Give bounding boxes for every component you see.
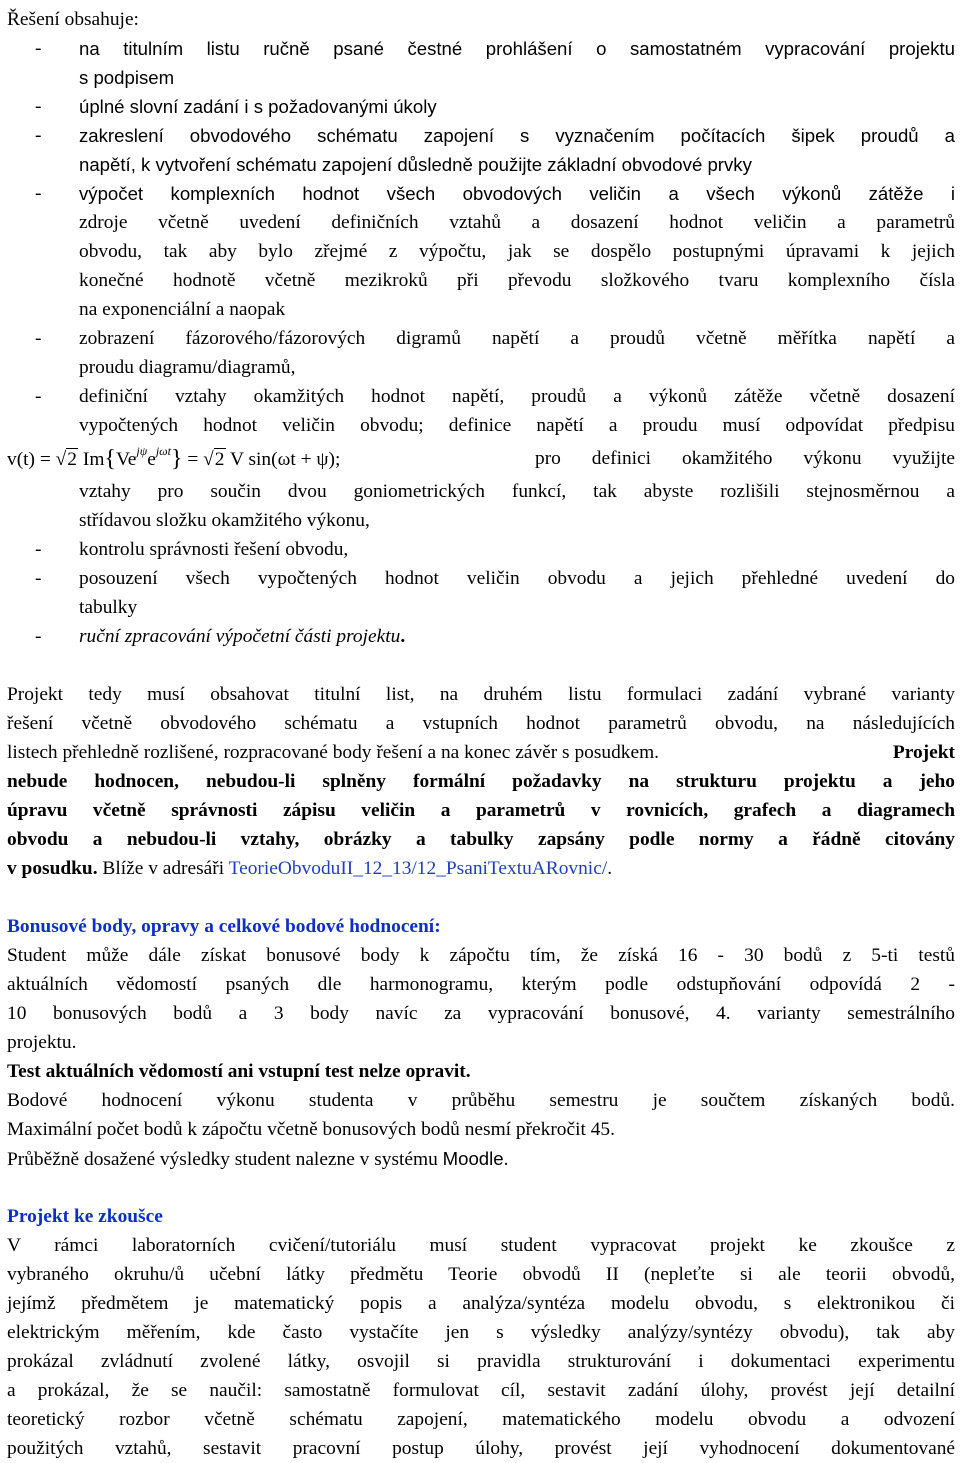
formula-lhs: v(t) = xyxy=(7,449,51,470)
bonus-line-7: Maximální počet bodů k zápočtu včetně bonusových bodů nesmí překročit 45. xyxy=(7,1119,615,1140)
bonus-line-5-bold: Test aktuálních vědomostí ani vstupní test nelze opravit. xyxy=(7,1061,471,1082)
list-bullet: - xyxy=(35,386,42,407)
bonus-line-4: projektu. xyxy=(7,1032,77,1053)
list-item-9-line-1 xyxy=(79,622,405,651)
bonus-line-6: Bodové hodnocení výkonu studenta v průběhu semestru je součtem získaných bodů. xyxy=(7,1090,955,1111)
exam-line-5: prokázal zvládnutí zvolené látky, osvojil si pravidla strukturování i dokumentaci experimentu xyxy=(7,1351,955,1372)
project-para-line-4: nebude hodnocen, nebudou-li splněny formální požadavky na strukturu projektu a jeho xyxy=(7,771,955,792)
manual-processing-text: ruční zpracování výpočetní části projektu xyxy=(79,626,401,647)
period: . xyxy=(607,858,613,879)
list-item-6-line-1: definiční vztahy okamžitých hodnot napětí, proudů a výkonů zátěže včetně dosazení xyxy=(79,386,955,407)
list-bullet: - xyxy=(35,38,42,59)
list-item-4-line-3: obvodu, tak aby bylo zřejmé z výpočtu, jak se dospělo postupnými úpravami k jejich xyxy=(79,241,955,262)
list-item-6-line-5: střídavou složku okamžitého výkonu, xyxy=(79,510,370,531)
list-item-5-line-2: proudu diagramu/diagramů, xyxy=(79,357,296,378)
list-item-4-line-2: zdroje včetně uvedení definičních vztahů a dosazení hodnot veličin a parametrů xyxy=(79,212,955,233)
list-bullet: - xyxy=(35,328,42,349)
list-item-4-line-4: konečné hodnotě včetně mezikroků při převodu složkového tvaru komplexního čísla xyxy=(79,270,955,291)
in-review-bold: v posudku. xyxy=(7,858,98,879)
project-para-line-7 xyxy=(7,854,612,883)
formula-exp-psi: jψ xyxy=(136,444,148,458)
list-item-6-line-4: vztahy pro součin dvou goniometrických funkcí, tak abyste rozlišili stejnosměrnou a xyxy=(79,481,955,502)
formula-im: Im xyxy=(82,449,105,470)
exam-line-4: elektrickým měřením, kde často vystačíte jen s výsledky analýzy/syntézy obvodu), tak aby xyxy=(7,1322,955,1343)
list-item-8-line-1: posouzení všech vypočtených hodnot veličin obvodu a jejich přehledné uvedení do xyxy=(79,568,955,589)
list-item-2-line-1: úplné slovní zadání i s požadovanými úkoly xyxy=(79,96,437,117)
project-para-line-6: obvodu a nebudou-li vztahy, obrázky a tabulky zapsány podle normy a řádně citovány xyxy=(7,829,955,850)
bonus-line-8 xyxy=(7,1144,508,1173)
project-para-line-2: řešení včetně obvodového schématu a vstupních hodnot parametrů obvodu, na následujících xyxy=(7,713,955,734)
project-para-line-3-normal: listech přehledně rozlišené, rozpracované body řešení a na konec závěr s posudkem. xyxy=(7,742,660,763)
exam-line-6: a prokázal, že se naučil: samostatně formulovat cíl, sestavit zadání úlohy, provést její detailní xyxy=(7,1380,955,1401)
formula-exp-omega: jωt xyxy=(155,444,171,458)
exam-line-8: použitých vztahů, sestavit pracovní postup úlohy, provést její vyhodnocení dokumentované xyxy=(7,1438,955,1459)
list-bullet: - xyxy=(35,539,42,560)
results-text: Průběžně dosažené výsledky student nalezne v systému xyxy=(7,1149,438,1170)
list-bullet: - xyxy=(35,183,42,204)
see-directory-text: Blíže v adresáři xyxy=(102,858,225,879)
list-bullet: - xyxy=(35,626,42,647)
exam-line-1: V rámci laboratorních cvičení/tutoriálu musí student vypracovat projekt ke zkoušce z xyxy=(7,1235,955,1256)
list-item-1-line-1: na titulním listu ručně psané čestné prohlášení o samostatném vypracování projektu xyxy=(79,38,955,59)
formula-e: e xyxy=(147,449,156,470)
period: . xyxy=(503,1149,509,1170)
project-para-line-5: úpravu včetně správnosti zápisu veličin a parametrů v rovnicích, grafech a diagramech xyxy=(7,800,955,821)
exam-line-7: teoretický rozbor včetně schématu zapojení, matematického modelu obvodu a odvození xyxy=(7,1409,955,1430)
exam-line-3: jejímž předmětem je matematický popis a analýza/syntéza modelu obvodu, s elektronikou či xyxy=(7,1293,955,1314)
list-bullet: - xyxy=(35,568,42,589)
list-item-1-line-2: s podpisem xyxy=(79,67,175,88)
formula-brace-close: } xyxy=(170,446,183,472)
list-item-6-line-2: vypočtených hodnot veličin obvodu; definice napětí a proudu musí odpovídat předpisu xyxy=(79,415,955,436)
sqrt-symbol: √2 xyxy=(203,449,225,470)
list-item-3-line-2: napětí, k vytvoření schématu zapojení důsledně použijte základní obvodové prvky xyxy=(79,154,752,175)
bonus-line-2: aktuálních vědomostí psaných dle harmonogramu, kterým podle odstupňování odpovídá 2 - xyxy=(7,974,955,995)
formula-equals: = xyxy=(187,449,199,470)
formula-brace-open: { xyxy=(104,446,116,472)
formula-ve: Ve xyxy=(115,449,137,470)
project-para-line-1: Projekt tedy musí obsahovat titulní list, na druhém listu formulaci zadání vybrané varianty xyxy=(7,684,955,705)
formula-rhs: V sin(ωt + ψ) xyxy=(230,449,335,470)
moodle-text: Moodle xyxy=(442,1148,504,1169)
intro-label: Řešení obsahuje: xyxy=(7,9,139,30)
list-bullet: - xyxy=(35,96,42,117)
list-item-4-line-1: výpočet komplexních hodnot všech obvodových veličin a všech výkonů zátěže i xyxy=(79,183,955,204)
directory-link[interactable]: TeorieObvoduII_12_13/12_PsaniTextuARovnic/ xyxy=(228,858,608,879)
exam-line-2: vybraného okruhu/ů učební látky předmětu Teorie obvodů II (nepleťte si ale teorii obvodů, xyxy=(7,1264,955,1285)
period: . xyxy=(400,626,406,647)
exam-heading: Projekt ke zkoušce xyxy=(7,1206,163,1227)
list-item-7-line-1: kontrolu správnosti řešení obvodu, xyxy=(79,539,349,560)
bonus-line-3: 10 bonusových bodů a 3 body navíc za vypracování bonusové, 4. varianty semestrálního xyxy=(7,1003,955,1024)
project-para-line-3 xyxy=(7,738,955,767)
bonus-line-1: Student může dále získat bonusové body k zápočtu tím, že získá 16 - 30 bodů z 5-ti testů xyxy=(7,945,955,966)
list-bullet: - xyxy=(35,125,42,146)
bonus-heading: Bonusové body, opravy a celkové bodové hodnocení: xyxy=(7,916,441,937)
list-item-6-after-formula: pro definici okamžitého výkonu využijte xyxy=(535,448,955,469)
list-item-4-line-5: na exponenciální a naopak xyxy=(79,299,286,320)
list-item-3-line-1: zakreslení obvodového schématu zapojení s vyznačením počítacích šipek proudů a xyxy=(79,125,955,146)
list-item-8-line-2: tabulky xyxy=(79,597,138,618)
sqrt-symbol: √2 xyxy=(55,449,77,470)
list-item-5-line-1: zobrazení fázorového/fázorových digramů napětí a proudů včetně měřítka napětí a xyxy=(79,328,955,349)
project-para-line-3-bold: Projekt xyxy=(892,742,955,763)
formula-semicolon: ; xyxy=(334,449,341,470)
